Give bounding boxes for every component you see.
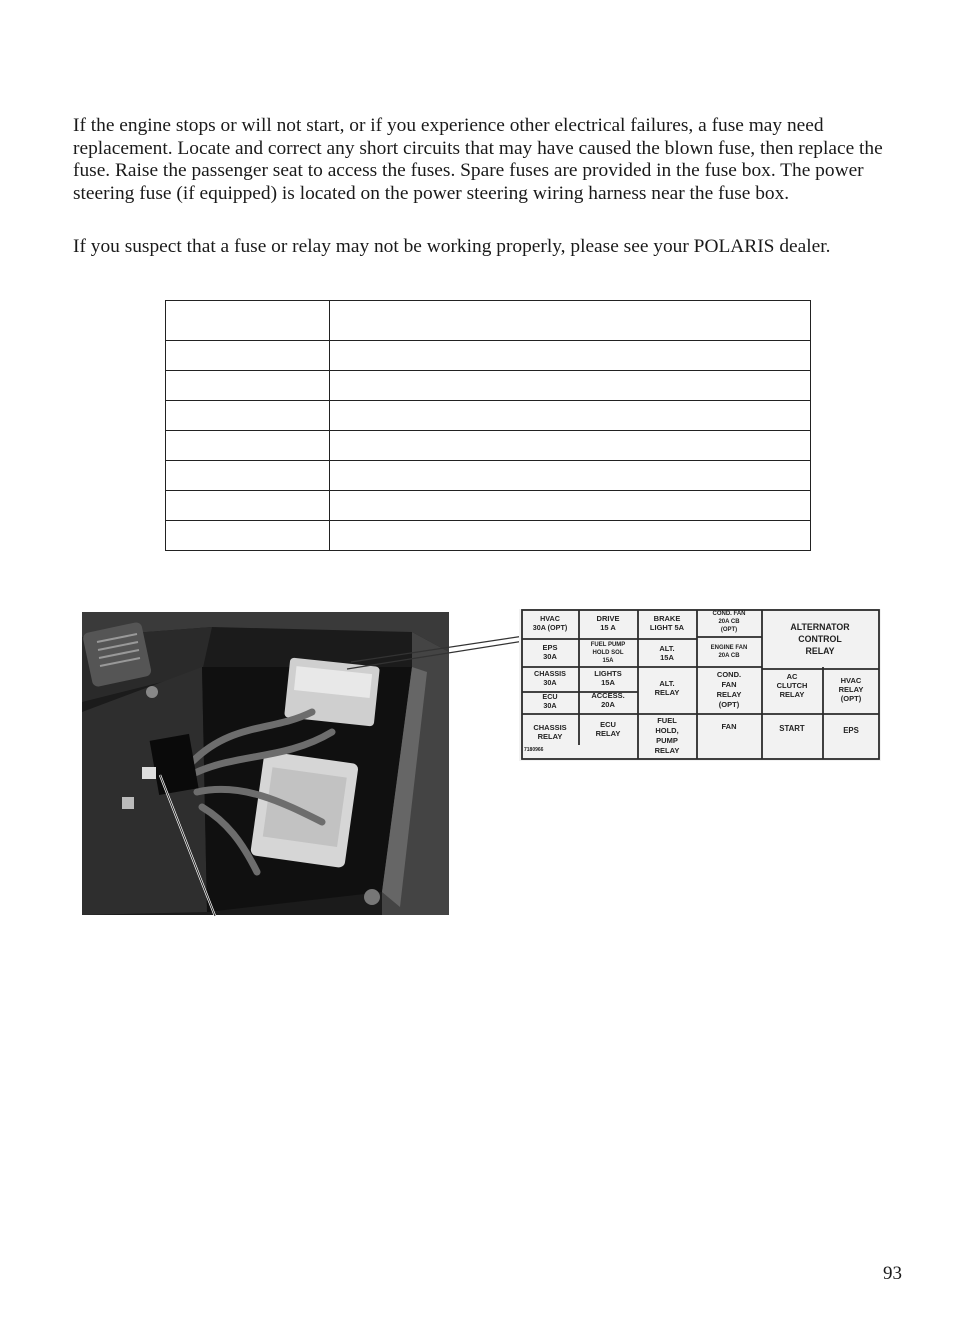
fuse-label-text: CLUTCH <box>776 681 808 690</box>
fuse-label-text: HVAC <box>540 614 560 623</box>
table-row <box>166 521 811 551</box>
fuse-label-text: LIGHT 5A <box>649 623 685 632</box>
fuse-label-text: 30A <box>543 652 557 661</box>
fuse-label-text: HOLD SOL <box>592 650 624 656</box>
fuse-label-text: (OPT) <box>840 694 862 703</box>
fuse-label-text: CHASSIS <box>533 723 567 732</box>
fuse-label-text: COND. FAN <box>712 611 746 617</box>
fuse-intro-paragraph: If the engine stops or will not start, or if you experience other electrical failures, a fuse may need replacement. Locate and correct any short circuits that may have caused the blown fuse, then replace the fuse. Raise the passenger seat to access the fuses. Spare fuses are provided in the fuse box. The power steering fuse (if equipped) is located on the power steering wiring harness near the fuse box. <box>73 115 883 204</box>
fuse-label-text: 15A <box>602 658 614 664</box>
fuse-label-text: CONTROL <box>798 634 842 644</box>
fuse-label-text: FUEL PUMP <box>590 642 626 648</box>
table-cell <box>330 341 811 371</box>
fuse-label-text: 30A <box>543 678 557 687</box>
table-cell <box>166 521 330 551</box>
table-cell <box>330 401 811 431</box>
table-cell <box>330 461 811 491</box>
table-row <box>166 431 811 461</box>
fuse-label-text: ALT. <box>659 644 675 653</box>
fuse-label-text: RELAY <box>805 646 835 656</box>
table-cell <box>166 371 330 401</box>
fuse-label-text: 30A <box>543 701 557 710</box>
fuse-label-text: ENGINE FAN <box>710 645 748 651</box>
table-row <box>166 371 811 401</box>
fuse-label-text: AC <box>786 672 798 681</box>
fuse-label-text: BRAKE <box>653 614 681 623</box>
fuse-box-label <box>519 609 881 761</box>
part-number: 7180966 <box>524 747 544 753</box>
fuse-label-text: START <box>779 724 805 733</box>
fuse-label-text: 20A <box>601 700 615 709</box>
table-header-row <box>166 301 811 341</box>
table-cell <box>330 301 811 341</box>
fuse-label-text: 30A (OPT) <box>532 623 568 632</box>
fuse-label-text: 15A <box>660 653 674 662</box>
table-row <box>166 341 811 371</box>
fuse-label-text: 20A CB <box>718 653 740 659</box>
fuse-label-text: ECU <box>600 720 616 729</box>
fuse-table <box>165 300 811 551</box>
fuse-label-text: (OPT) <box>720 627 738 633</box>
fuse-label-text: COND. <box>716 670 742 679</box>
table-cell <box>166 491 330 521</box>
fuse-label-text: RELAY <box>654 746 680 755</box>
fuse-label-text: RELAY <box>537 732 563 741</box>
fuse-label-text: EPS <box>542 643 558 652</box>
fuse-label-text: ALTERNATOR <box>790 622 850 632</box>
fuse-label-text: RELAY <box>779 690 805 699</box>
fuse-label-text: RELAY <box>838 685 864 694</box>
table-row <box>166 401 811 431</box>
page-number: 93 <box>883 1263 902 1284</box>
table-row <box>166 491 811 521</box>
fuse-label-text: FAN <box>721 722 737 731</box>
fuse-label-text: ALT. <box>659 679 675 688</box>
fuse-label-text: EPS <box>843 726 859 735</box>
fuse-label-text: ACCESS. <box>591 691 625 700</box>
fuse-label-text: FAN <box>721 680 737 689</box>
table-cell <box>330 371 811 401</box>
fuse-label-text: (OPT) <box>718 700 740 709</box>
table-cell <box>330 521 811 551</box>
table-cell <box>166 341 330 371</box>
fuse-label-text: 15A <box>601 678 615 687</box>
fuse-label-text: FUEL <box>657 716 677 725</box>
fuse-label-text: DRIVE <box>596 614 620 623</box>
fuse-label-text: HOLD, <box>655 726 679 735</box>
fuse-box-photo <box>82 612 449 915</box>
fuse-label-text: RELAY <box>654 688 680 697</box>
fuse-label-text: LIGHTS <box>594 669 622 678</box>
dealer-paragraph: If you suspect that a fuse or relay may not be working properly, please see your POLARIS dealer. <box>73 236 831 257</box>
fuse-label-text: RELAY <box>716 690 742 699</box>
fuse-label-text: CHASSIS <box>534 669 566 678</box>
table-cell <box>330 431 811 461</box>
fuse-label-text: ECU <box>542 692 558 701</box>
table-cell <box>166 301 330 341</box>
fuse-label-text: PUMP <box>656 736 678 745</box>
table-row <box>166 461 811 491</box>
table-cell <box>166 401 330 431</box>
table-cell <box>166 461 330 491</box>
table-cell <box>330 491 811 521</box>
table-cell <box>166 431 330 461</box>
fuse-label-text: 20A CB <box>718 619 740 625</box>
fuse-label-text: RELAY <box>595 729 621 738</box>
fuse-label-text: HVAC <box>840 676 862 685</box>
fuse-label-text: 15 A <box>600 623 616 632</box>
